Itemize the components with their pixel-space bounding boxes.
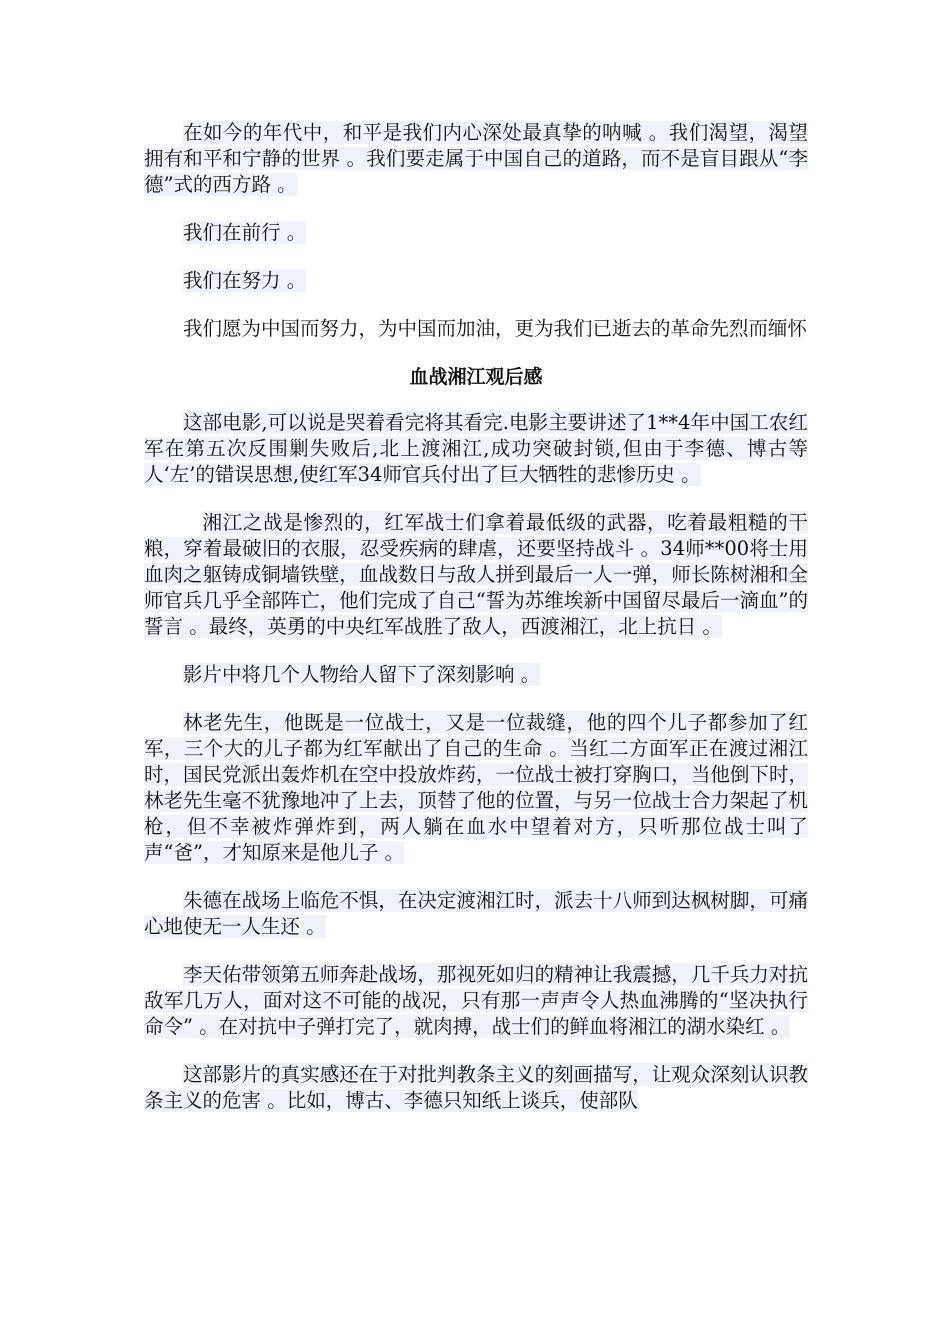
paragraph-text: 这部影片的真实感还在于对批判教条主义的刻画描写，让观众深刻认识教条主义的危害 。比如，博古、李德只知纸上谈兵，使部队 [144, 1063, 808, 1112]
paragraph-peace [144, 120, 808, 198]
article-title: 血战湘江观后感 [409, 366, 543, 388]
paragraph-characters [144, 662, 808, 688]
paragraph-text: 朱德在战场上临危不惧，在决定渡湘江时，派去十八师到达枫树脚，可痛心地使无一人生还 。 [144, 889, 808, 938]
paragraph-commemorate [144, 316, 808, 342]
paragraph-working-hard [144, 268, 808, 294]
paragraph-text: 影片中将几个人物给人留下了深刻影响 。 [183, 663, 541, 686]
paragraph-movie-intro [144, 410, 808, 488]
document-page [144, 120, 808, 1136]
paragraph-battle [144, 510, 808, 640]
paragraph-text: 林老先生，他既是一位战士，又是一位裁缝，他的四个儿子都参加了红军，三个大的儿子都为红军献出了自己的生命 。当红二方面军正在渡过湘江时，国民党派出轰炸机在空中投放炸药，一位战士被打穿胸口，当他倒下时，林老先生毫不犹豫地冲了上去，顶替了他的位置，与另一位战士合力架起了机枪，但不幸被炸弹炸到，两人躺在血水中望着对方，只听那位战士叫了声“爸”，才知原来是他儿子 。 [144, 711, 808, 864]
paragraph-text: 在如今的年代中，和平是我们内心深处最真挚的呐喊 。我们渴望，渴望拥有和平和宁静的世界 。我们要走属于中国自己的道路，而不是盲目跟从“李德”式的西方路 。 [144, 121, 808, 196]
paragraph-li-tianyou [144, 962, 808, 1040]
paragraph-dogmatism [144, 1062, 808, 1114]
paragraph-text: 我们在前行 。 [183, 221, 307, 244]
paragraph-old-lin [144, 710, 808, 866]
paragraph-text: 这部电影,可以说是哭着看完将其看完.电影主要讲述了1**4年中国工农红军在第五次反围剿失败后,北上渡湘江,成功突破封锁,但由于李德、博古等人‘左’的错误思想,使红军34师官兵付出了巨大牺牲的悲惨历史 。 [144, 411, 808, 486]
paragraph-zhu-de [144, 888, 808, 940]
paragraph-text: 我们在努力 。 [183, 269, 307, 292]
paragraph-text: 李天佑带领第五师奔赴战场，那视死如归的精神让我震撼，几千兵力对抗敌军几万人，面对这不可能的战况，只有那一声声令人热血沸腾的“坚决执行命令” 。在对抗中子弹打完了，就肉搏，战士们的鲜血将湘江的湖水染红 。 [144, 963, 808, 1038]
paragraph-moving-forward [144, 220, 808, 246]
paragraph-text: 湘江之战是惨烈的，红军战士们拿着最低级的武器，吃着最粗糙的干粮，穿着最破旧的衣服，忍受疾病的肆虐，还要坚持战斗 。34师**00将士用血肉之躯铸成铜墙铁壁，血战数日与敌人拼到最后一人一弹，师长陈树湘和全师官兵几乎全部阵亡，他们完成了自己“誓为苏维埃新中国留尽最后一滴血”的誓言 。最终，英勇的中央红军战胜了敌人，西渡湘江，北上抗日 。 [144, 511, 808, 638]
paragraph-text: 我们愿为中国而努力，为中国而加油，更为我们已逝去的革命先烈而缅怀 [183, 317, 808, 340]
